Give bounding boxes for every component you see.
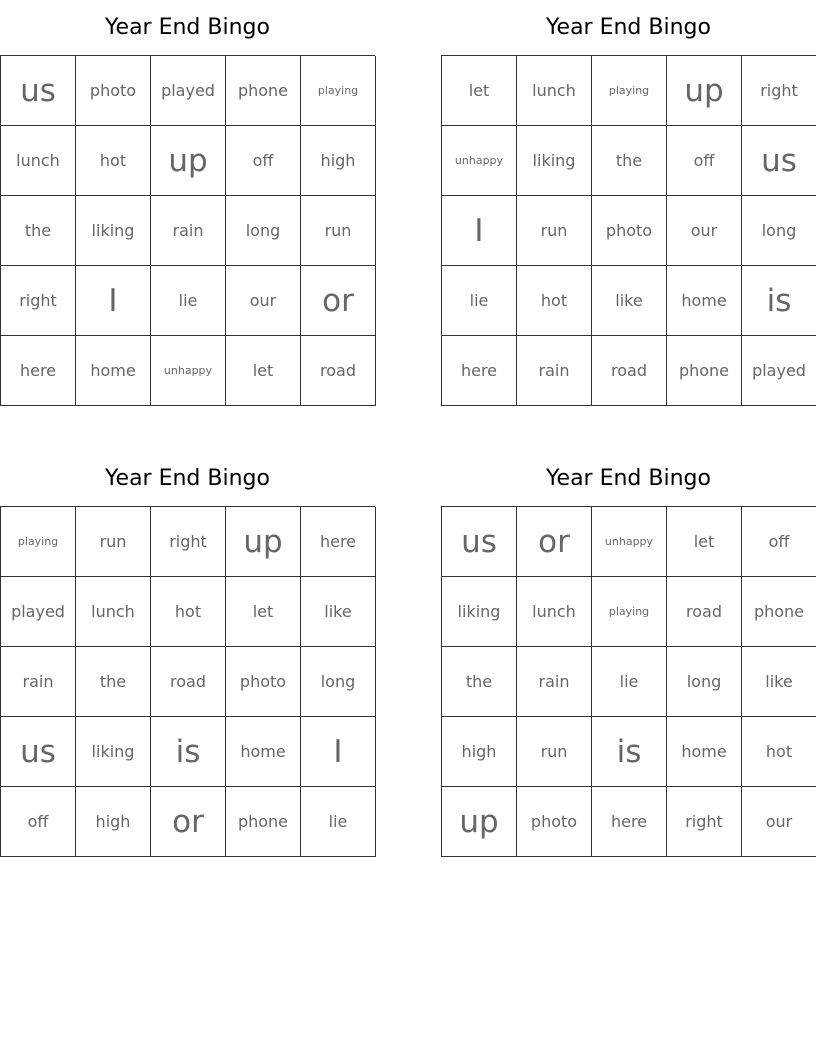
bingo-cell: hot xyxy=(517,266,592,336)
bingo-cell: lie xyxy=(592,647,667,717)
bingo-cell: unhappy xyxy=(442,126,517,196)
bingo-cell: rain xyxy=(1,647,76,717)
bingo-cell: lie xyxy=(442,266,517,336)
bingo-grid xyxy=(0,55,375,406)
bingo-cell: phone xyxy=(226,56,301,126)
bingo-cell: right xyxy=(151,507,226,577)
bingo-cell: us xyxy=(1,717,76,787)
bingo-grid xyxy=(441,55,816,406)
bingo-cell: long xyxy=(667,647,742,717)
bingo-cell: right xyxy=(1,266,76,336)
bingo-cell: hot xyxy=(742,717,816,787)
bingo-grid xyxy=(0,506,375,857)
bingo-cell: unhappy xyxy=(151,336,226,406)
bingo-cell: liking xyxy=(517,126,592,196)
bingo-cell: the xyxy=(1,196,76,266)
bingo-cell: let xyxy=(226,336,301,406)
bingo-cell: played xyxy=(1,577,76,647)
card-title: Year End Bingo xyxy=(546,15,711,40)
bingo-cell: here xyxy=(1,336,76,406)
bingo-cell: is xyxy=(151,717,226,787)
bingo-cell: up xyxy=(442,787,517,857)
card-title: Year End Bingo xyxy=(546,466,711,491)
bingo-cell: phone xyxy=(742,577,816,647)
bingo-cell: liking xyxy=(76,196,151,266)
bingo-cell: home xyxy=(226,717,301,787)
bingo-cell: high xyxy=(442,717,517,787)
bingo-cell: or xyxy=(151,787,226,857)
bingo-cell: lunch xyxy=(517,577,592,647)
bingo-cell: I xyxy=(442,196,517,266)
bingo-cell: road xyxy=(667,577,742,647)
bingo-cell: lie xyxy=(301,787,376,857)
bingo-cell: playing xyxy=(1,507,76,577)
bingo-cell: playing xyxy=(301,56,376,126)
bingo-cell: road xyxy=(592,336,667,406)
bingo-cell: off xyxy=(226,126,301,196)
bingo-cell: playing xyxy=(592,577,667,647)
bingo-cell: or xyxy=(301,266,376,336)
bingo-cell: or xyxy=(517,507,592,577)
bingo-cell: long xyxy=(301,647,376,717)
bingo-cell: run xyxy=(517,196,592,266)
card-title: Year End Bingo xyxy=(105,15,270,40)
bingo-cell: long xyxy=(742,196,816,266)
bingo-cell: the xyxy=(442,647,517,717)
bingo-cell: like xyxy=(742,647,816,717)
bingo-cell: liking xyxy=(76,717,151,787)
bingo-cell: is xyxy=(742,266,816,336)
bingo-cell: run xyxy=(517,717,592,787)
bingo-cell: our xyxy=(667,196,742,266)
bingo-cell: phone xyxy=(667,336,742,406)
bingo-cell: I xyxy=(301,717,376,787)
bingo-cell: home xyxy=(76,336,151,406)
bingo-cell: run xyxy=(301,196,376,266)
bingo-cell: home xyxy=(667,266,742,336)
bingo-cell: rain xyxy=(517,336,592,406)
bingo-cell: lunch xyxy=(76,577,151,647)
bingo-cell: run xyxy=(76,507,151,577)
bingo-cell: up xyxy=(667,56,742,126)
card-title: Year End Bingo xyxy=(105,466,270,491)
bingo-cell: us xyxy=(742,126,816,196)
bingo-cell: up xyxy=(151,126,226,196)
bingo-cell: hot xyxy=(76,126,151,196)
bingo-cell: lunch xyxy=(1,126,76,196)
bingo-cell: our xyxy=(226,266,301,336)
bingo-cell: hot xyxy=(151,577,226,647)
bingo-cell: off xyxy=(1,787,76,857)
bingo-cell: here xyxy=(442,336,517,406)
bingo-cell: lunch xyxy=(517,56,592,126)
bingo-cell: I xyxy=(76,266,151,336)
bingo-cell: here xyxy=(301,507,376,577)
bingo-cell: off xyxy=(667,126,742,196)
bingo-cell: played xyxy=(151,56,226,126)
bingo-cell: played xyxy=(742,336,816,406)
bingo-cell: off xyxy=(742,507,816,577)
bingo-cell: rain xyxy=(151,196,226,266)
bingo-cell: road xyxy=(151,647,226,717)
bingo-cell: lie xyxy=(151,266,226,336)
bingo-cell: the xyxy=(592,126,667,196)
bingo-cell: liking xyxy=(442,577,517,647)
bingo-cell: unhappy xyxy=(592,507,667,577)
bingo-grid xyxy=(441,506,816,857)
bingo-cell: like xyxy=(301,577,376,647)
bingo-cell: us xyxy=(442,507,517,577)
bingo-cell: photo xyxy=(76,56,151,126)
bingo-cell: up xyxy=(226,507,301,577)
bingo-cell: photo xyxy=(226,647,301,717)
bingo-cell: here xyxy=(592,787,667,857)
bingo-cell: photo xyxy=(517,787,592,857)
bingo-cell: the xyxy=(76,647,151,717)
bingo-cell: let xyxy=(226,577,301,647)
bingo-cell: playing xyxy=(592,56,667,126)
bingo-cell: is xyxy=(592,717,667,787)
bingo-cell: home xyxy=(667,717,742,787)
bingo-cell: phone xyxy=(226,787,301,857)
bingo-cell: let xyxy=(667,507,742,577)
bingo-cell: right xyxy=(667,787,742,857)
bingo-cell: our xyxy=(742,787,816,857)
bingo-cell: high xyxy=(301,126,376,196)
bingo-cell: road xyxy=(301,336,376,406)
bingo-cell: rain xyxy=(517,647,592,717)
bingo-cell: us xyxy=(1,56,76,126)
bingo-cell: photo xyxy=(592,196,667,266)
bingo-cell: high xyxy=(76,787,151,857)
bingo-cell: long xyxy=(226,196,301,266)
bingo-cell: right xyxy=(742,56,816,126)
bingo-cell: let xyxy=(442,56,517,126)
bingo-cell: like xyxy=(592,266,667,336)
